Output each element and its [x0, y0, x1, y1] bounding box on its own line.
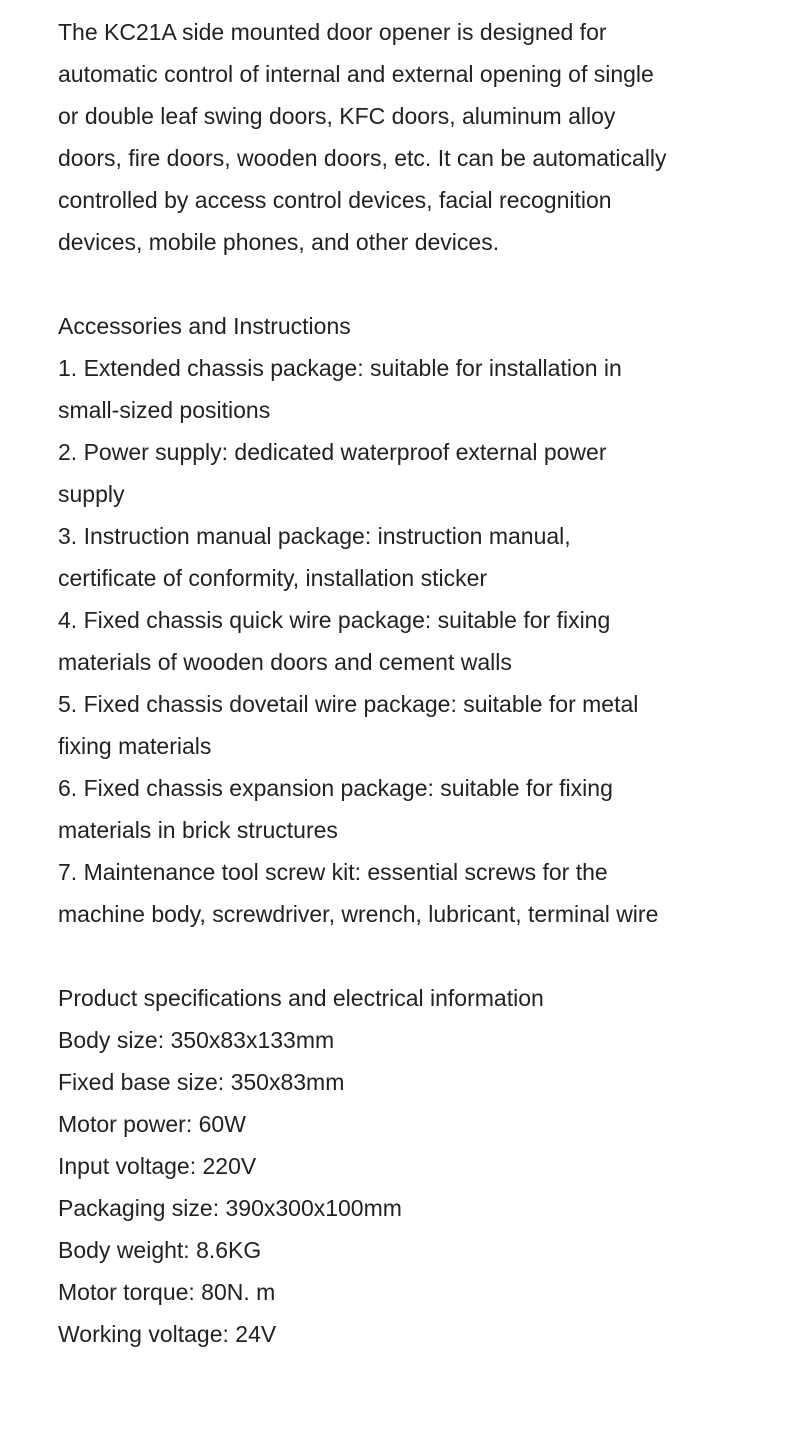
intro-line: automatic control of internal and external opening of single — [58, 61, 654, 87]
spec-line: Input voltage: 220V — [58, 1153, 257, 1179]
accessory-line: certificate of conformity, installation sticker — [58, 565, 488, 591]
spec-line: Fixed base size: 350x83mm — [58, 1069, 345, 1095]
accessory-line: 1. Extended chassis package: suitable for installation in — [58, 355, 622, 381]
intro-line: The KC21A side mounted door opener is designed for — [58, 19, 607, 45]
spec-line: Body weight: 8.6KG — [58, 1237, 262, 1263]
intro-paragraph — [58, 11, 750, 263]
intro-line: devices, mobile phones, and other devices. — [58, 229, 500, 255]
accessory-line: supply — [58, 481, 125, 507]
accessory-line: 7. Maintenance tool screw kit: essential screws for the — [58, 859, 608, 885]
specifications-section — [58, 977, 750, 1355]
spec-line: Working voltage: 24V — [58, 1321, 277, 1347]
spec-line: Motor power: 60W — [58, 1111, 246, 1137]
paragraph-spacer — [58, 935, 750, 977]
intro-line: or double leaf swing doors, KFC doors, aluminum alloy — [58, 103, 616, 129]
paragraph-spacer — [58, 263, 750, 305]
accessory-line: 5. Fixed chassis dovetail wire package: suitable for metal — [58, 691, 639, 717]
accessories-heading: Accessories and Instructions — [58, 313, 351, 339]
intro-line: controlled by access control devices, facial recognition — [58, 187, 612, 213]
specifications-heading: Product specifications and electrical information — [58, 985, 544, 1011]
accessory-line: machine body, screwdriver, wrench, lubricant, terminal wire — [58, 901, 659, 927]
spec-line: Packaging size: 390x300x100mm — [58, 1195, 402, 1221]
accessories-section — [58, 305, 750, 935]
accessory-line: materials in brick structures — [58, 817, 338, 843]
spec-line: Body size: 350x83x133mm — [58, 1027, 335, 1053]
accessory-line: small-sized positions — [58, 397, 271, 423]
accessory-line: 4. Fixed chassis quick wire package: suitable for fixing — [58, 607, 611, 633]
intro-line: doors, fire doors, wooden doors, etc. It can be automatically — [58, 145, 667, 171]
accessory-line: 3. Instruction manual package: instruction manual, — [58, 523, 571, 549]
spec-line: Motor torque: 80N. m — [58, 1279, 276, 1305]
accessory-line: fixing materials — [58, 733, 212, 759]
accessory-line: materials of wooden doors and cement walls — [58, 649, 512, 675]
accessory-line: 2. Power supply: dedicated waterproof external power — [58, 439, 607, 465]
accessory-line: 6. Fixed chassis expansion package: suitable for fixing — [58, 775, 613, 801]
